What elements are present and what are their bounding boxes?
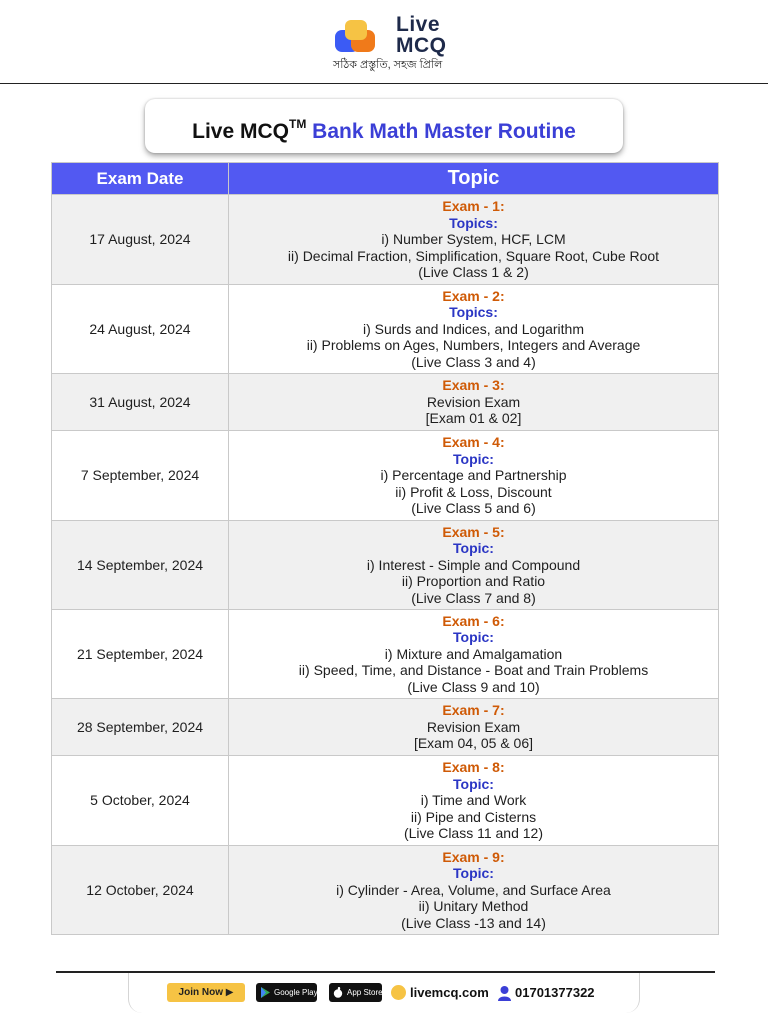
header-topic: Topic <box>229 163 719 195</box>
table-row <box>52 756 719 846</box>
google-play-icon <box>260 987 271 998</box>
topic-line: [Exam 04, 05 & 06] <box>413 735 534 752</box>
website-link[interactable] <box>391 983 489 1002</box>
exam-label: Exam - 2: <box>442 287 505 304</box>
table-header-row <box>52 163 719 195</box>
topic-line: ii) Pipe and Cisterns <box>410 808 537 825</box>
google-play-badge[interactable] <box>256 983 317 1002</box>
page-header <box>0 0 768 84</box>
exam-label: Exam - 6: <box>442 612 505 629</box>
exam-label: Exam - 5: <box>442 523 505 540</box>
topic-cell <box>229 374 719 431</box>
topic-cell <box>229 521 719 610</box>
topics-label: Topics: <box>449 304 498 321</box>
topic-line: i) Interest - Simple and Compound <box>366 556 581 573</box>
exam-date-cell: 17 August, 2024 <box>52 195 229 285</box>
apple-icon <box>333 987 343 998</box>
topic-line: i) Mixture and Amalgamation <box>384 645 563 662</box>
page-title <box>145 99 623 153</box>
table-row <box>52 195 719 285</box>
phone-number: 01701377322 <box>515 985 595 1000</box>
logo-tagline: সঠিক প্রস্তুতি, সহজ প্রিলি <box>333 59 443 71</box>
topic-line: (Live Class 3 and 4) <box>411 353 536 370</box>
table-row <box>52 374 719 431</box>
topic-line: i) Percentage and Partnership <box>380 467 567 484</box>
live-mcq-logo <box>333 14 463 74</box>
topic-line: (Live Class 7 and 8) <box>411 589 536 606</box>
logo-mark-icon <box>333 18 389 58</box>
logo-line-1: Live <box>396 13 441 36</box>
topic-line: (Live Class 11 and 12) <box>403 825 544 842</box>
table-row <box>52 285 719 374</box>
phone-contact[interactable] <box>497 983 595 1002</box>
topic-cell <box>229 846 719 935</box>
exam-date-cell: 14 September, 2024 <box>52 521 229 610</box>
table-row <box>52 610 719 699</box>
exam-label: Exam - 4: <box>442 434 505 451</box>
topic-line: (Live Class -13 and 14) <box>401 914 546 931</box>
exam-label: Exam - 9: <box>442 848 505 865</box>
title-brand: Live MCQ <box>192 120 289 143</box>
table-row <box>52 431 719 521</box>
app-store-label: App Store <box>347 988 383 997</box>
user-icon <box>497 985 512 1001</box>
exam-date-cell: 28 September, 2024 <box>52 699 229 756</box>
topic-cell <box>229 756 719 846</box>
topic-line: ii) Problems on Ages, Numbers, Integers and Average <box>306 337 641 354</box>
topic-line: Revision Exam <box>426 393 521 410</box>
exam-date-cell: 24 August, 2024 <box>52 285 229 374</box>
header-exam-date: Exam Date <box>52 163 229 195</box>
topic-line: ii) Decimal Fraction, Simplification, Square Root, Cube Root <box>287 247 660 264</box>
topic-line: (Live Class 1 & 2) <box>418 264 529 281</box>
exam-date-cell: 21 September, 2024 <box>52 610 229 699</box>
topic-line: Revision Exam <box>426 718 521 735</box>
globe-icon <box>391 985 406 1000</box>
logo-line-2: MCQ <box>396 34 447 57</box>
table-row <box>52 521 719 610</box>
logo-wordmark <box>396 14 447 56</box>
topic-line: ii) Unitary Method <box>418 898 529 915</box>
topics-label: Topic: <box>453 629 494 646</box>
table-row <box>52 699 719 756</box>
topic-cell <box>229 431 719 521</box>
website-text: livemcq.com <box>410 985 489 1000</box>
topic-line: ii) Proportion and Ratio <box>401 573 546 590</box>
topic-line: (Live Class 5 and 6) <box>411 500 536 517</box>
topic-line: (Live Class 9 and 10) <box>407 678 540 695</box>
trademark: TM <box>288 117 307 131</box>
topic-line: [Exam 01 & 02] <box>425 410 522 427</box>
topics-label: Topic: <box>453 540 494 557</box>
exam-date-cell: 31 August, 2024 <box>52 374 229 431</box>
topics-label: Topics: <box>449 214 498 231</box>
routine-table <box>51 162 719 935</box>
exam-label: Exam - 3: <box>442 377 505 394</box>
topic-cell <box>229 195 719 285</box>
exam-label: Exam - 8: <box>442 759 505 776</box>
exam-date-cell: 5 October, 2024 <box>52 756 229 846</box>
topic-line: i) Surds and Indices, and Logarithm <box>362 320 584 337</box>
topic-line: i) Number System, HCF, LCM <box>381 231 566 248</box>
app-store-badge[interactable] <box>329 983 382 1002</box>
google-play-label: Google Play <box>274 988 318 997</box>
topics-label: Topic: <box>453 775 494 792</box>
topic-cell <box>229 699 719 756</box>
join-now-button[interactable]: Join Now ▶ <box>167 983 245 1002</box>
topics-label: Topic: <box>453 865 494 882</box>
topic-line: ii) Profit & Loss, Discount <box>395 483 552 500</box>
exam-date-cell: 7 September, 2024 <box>52 431 229 521</box>
exam-label: Exam - 1: <box>442 198 505 215</box>
title-subtitle: Bank Math Master Routine <box>312 120 576 143</box>
topic-line: ii) Speed, Time, and Distance - Boat and Train Problems <box>298 662 649 679</box>
topics-label: Topic: <box>453 450 494 467</box>
exam-label: Exam - 7: <box>442 702 505 719</box>
exam-date-cell: 12 October, 2024 <box>52 846 229 935</box>
topic-cell <box>229 285 719 374</box>
topic-line: i) Time and Work <box>420 792 527 809</box>
table-row <box>52 846 719 935</box>
topic-line: i) Cylinder - Area, Volume, and Surface Area <box>336 881 611 898</box>
topic-cell <box>229 610 719 699</box>
